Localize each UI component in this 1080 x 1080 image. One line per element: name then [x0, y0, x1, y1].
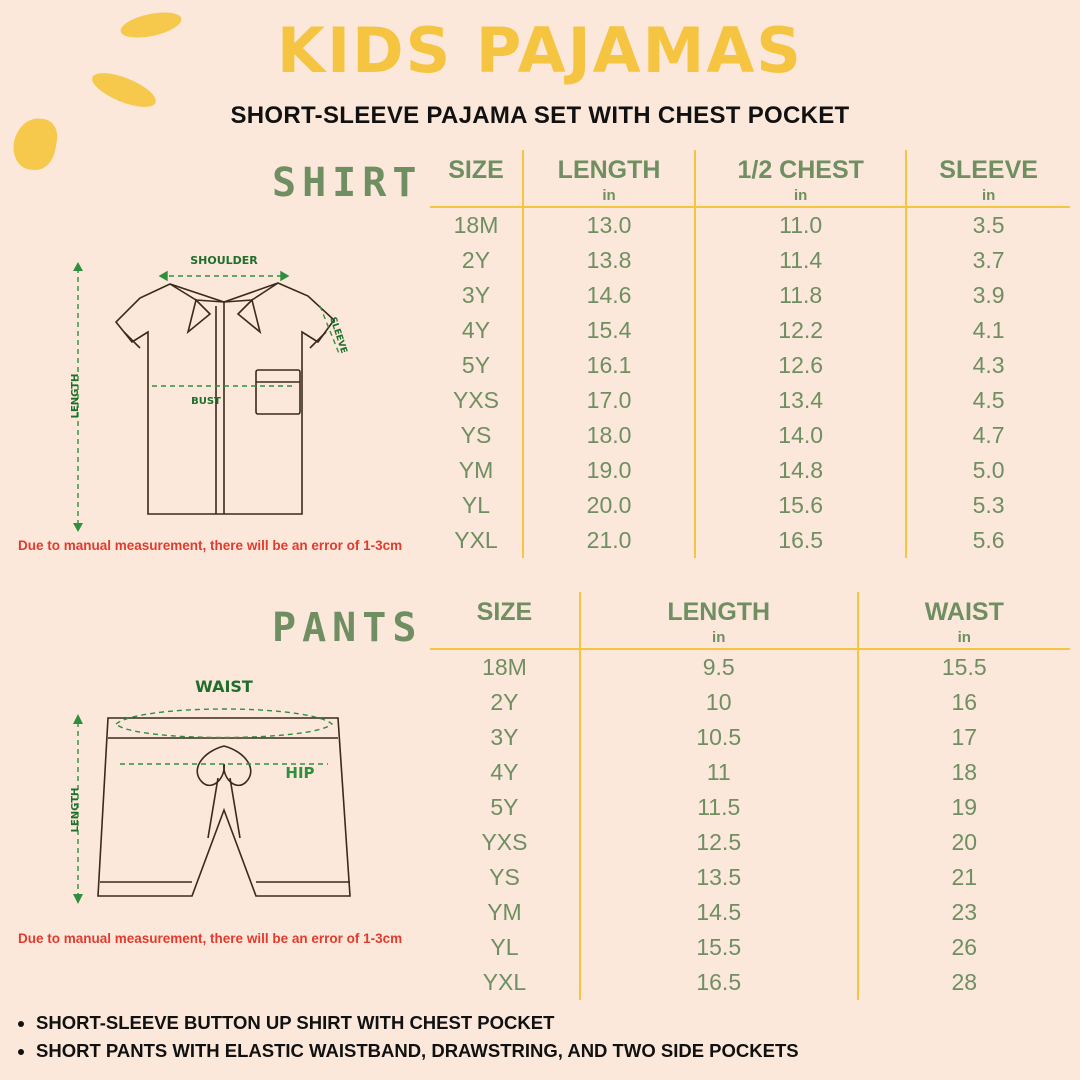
cell-waist: 28 — [858, 965, 1070, 1000]
shirt-diagram — [20, 236, 420, 546]
column-header-unit: in — [712, 629, 726, 646]
cell-size: YXL — [482, 969, 527, 995]
svg-text:SHOULDER: SHOULDER — [190, 254, 258, 267]
cell-size: 18M — [453, 212, 499, 238]
pants-table-body — [430, 650, 1070, 1000]
cell-size: 3Y — [490, 724, 519, 750]
cell-half-chest: 14.0 — [695, 418, 906, 453]
cell-length: 11.5 — [580, 790, 858, 825]
cell-size: YS — [460, 422, 492, 448]
table-header-row — [430, 592, 1070, 648]
column-header-waist — [858, 592, 1070, 648]
cell-waist: 21 — [858, 860, 1070, 895]
cell-length: 21.0 — [523, 523, 695, 558]
cell-half-chest: 11.8 — [695, 278, 906, 313]
list-item: • SHORT-SLEEVE BUTTON UP SHIRT WITH CHEST POCKET — [36, 1012, 1080, 1034]
column-header-label: WAIST — [924, 598, 1004, 626]
cell-half-chest: 11.0 — [695, 208, 906, 243]
cell-length: 17.0 — [523, 383, 695, 418]
cell-waist: 19 — [858, 790, 1070, 825]
cell-length: 15.4 — [523, 313, 695, 348]
cell-half-chest: 16.5 — [695, 523, 906, 558]
cell-waist: 18 — [858, 755, 1070, 790]
table-row — [430, 650, 1070, 685]
cell-length: 11 — [580, 755, 858, 790]
cell-size: 2Y — [461, 247, 491, 273]
cell-sleeve: 4.3 — [906, 348, 1070, 383]
table-row — [430, 243, 1070, 278]
column-header-label: 1/2 CHEST — [737, 156, 864, 184]
cell-size: 5Y — [461, 352, 491, 378]
shirt-measurement-note: Due to manual measurement, there will be an error of 1-3cm — [18, 538, 403, 553]
table-row — [430, 348, 1070, 383]
page-subtitle: SHORT-SLEEVE PAJAMA SET WITH CHEST POCKET — [230, 102, 850, 129]
column-header-unit: in — [602, 187, 616, 204]
cell-size: 5Y — [490, 794, 519, 820]
column-header-unit: in — [794, 187, 808, 204]
cell-length: 18.0 — [523, 418, 695, 453]
pants-diagram — [20, 660, 420, 950]
cell-size: 4Y — [490, 759, 519, 785]
cell-sleeve: 4.7 — [906, 418, 1070, 453]
column-header-size — [430, 150, 523, 206]
pants-size-table — [430, 592, 1070, 1000]
table-row — [430, 930, 1070, 965]
cell-length: 13.5 — [580, 860, 858, 895]
cell-waist: 20 — [858, 825, 1070, 860]
column-header-label: SLEEVE — [939, 156, 1038, 184]
cell-length: 16.1 — [523, 348, 695, 383]
cell-length: 10.5 — [580, 720, 858, 755]
shirt-size-table — [430, 150, 1070, 558]
section-label-shirt: SHIRT — [272, 160, 423, 206]
cell-length: 16.5 — [580, 965, 858, 1000]
table-row — [430, 825, 1070, 860]
cell-size: YL — [490, 934, 519, 960]
cell-size: YS — [489, 864, 520, 890]
table-row — [430, 965, 1070, 1000]
svg-text:HIP: HIP — [285, 764, 315, 782]
table-row — [430, 860, 1070, 895]
cell-sleeve: 5.3 — [906, 488, 1070, 523]
column-header-label: LENGTH — [667, 598, 771, 626]
cell-size: YL — [461, 492, 491, 518]
cell-sleeve: 3.5 — [906, 208, 1070, 243]
table-row — [430, 790, 1070, 825]
cell-size: 3Y — [461, 282, 491, 308]
cell-size: 4Y — [461, 317, 491, 343]
cell-half-chest: 13.4 — [695, 383, 906, 418]
column-header-length — [580, 592, 858, 648]
svg-text:BUST: BUST — [191, 396, 221, 407]
column-header-unit: in — [957, 629, 971, 646]
column-header-label: SIZE — [448, 156, 504, 184]
column-header-label: SIZE — [476, 598, 533, 626]
cell-waist: 17 — [858, 720, 1070, 755]
table-row — [430, 895, 1070, 930]
feature-bullet-list — [14, 1012, 1080, 1068]
table-row — [430, 453, 1070, 488]
cell-size: YM — [458, 457, 494, 483]
table-row — [430, 383, 1070, 418]
cell-length: 14.6 — [523, 278, 695, 313]
cell-half-chest: 11.4 — [695, 243, 906, 278]
column-header-length — [523, 150, 695, 206]
shirt-table-body — [430, 208, 1070, 558]
cell-size: 2Y — [490, 689, 519, 715]
cell-length: 14.5 — [580, 895, 858, 930]
cell-length: 20.0 — [523, 488, 695, 523]
svg-text:SLEEVE: SLEEVE — [327, 315, 349, 355]
cell-length: 15.5 — [580, 930, 858, 965]
column-header-unit: in — [981, 187, 996, 204]
cell-half-chest: 12.2 — [695, 313, 906, 348]
column-header-label: LENGTH — [557, 156, 661, 184]
cell-length: 19.0 — [523, 453, 695, 488]
cell-size: YXL — [454, 527, 498, 553]
column-header-sleeve — [906, 150, 1070, 206]
cell-half-chest: 12.6 — [695, 348, 906, 383]
pants-measurement-note: Due to manual measurement, there will be an error of 1-3cm — [18, 931, 403, 946]
cell-waist: 16 — [858, 685, 1070, 720]
cell-sleeve: 5.6 — [906, 523, 1070, 558]
list-item: • SHORT PANTS WITH ELASTIC WAISTBAND, DRAWSTRING, AND TWO SIDE POCKETS — [36, 1040, 1080, 1062]
column-header-size — [430, 592, 580, 648]
table-row — [430, 278, 1070, 313]
svg-text:WAIST: WAIST — [195, 677, 253, 696]
cell-length: 13.0 — [523, 208, 695, 243]
table-row — [430, 208, 1070, 243]
cell-length: 10 — [580, 685, 858, 720]
cell-sleeve: 4.1 — [906, 313, 1070, 348]
table-row — [430, 720, 1070, 755]
cell-size: YXS — [481, 829, 528, 855]
table-row — [430, 685, 1070, 720]
cell-half-chest: 14.8 — [695, 453, 906, 488]
cell-length: 9.5 — [580, 650, 858, 685]
cell-sleeve: 3.9 — [906, 278, 1070, 313]
page-title: KIDS PAJAMAS — [277, 14, 803, 87]
cell-size: 18M — [482, 654, 527, 680]
cell-size: YM — [487, 899, 522, 925]
table-header-row — [430, 150, 1070, 206]
table-row — [430, 523, 1070, 558]
cell-sleeve: 3.7 — [906, 243, 1070, 278]
cell-length: 13.8 — [523, 243, 695, 278]
table-row — [430, 488, 1070, 523]
cell-half-chest: 15.6 — [695, 488, 906, 523]
column-header-half-chest — [695, 150, 906, 206]
table-row — [430, 418, 1070, 453]
table-row — [430, 755, 1070, 790]
cell-length: 12.5 — [580, 825, 858, 860]
cell-waist: 23 — [858, 895, 1070, 930]
cell-sleeve: 4.5 — [906, 383, 1070, 418]
cell-waist: 15.5 — [858, 650, 1070, 685]
svg-text:LENGTH: LENGTH — [70, 787, 81, 833]
cell-size: YXS — [452, 387, 499, 413]
cell-waist: 26 — [858, 930, 1070, 965]
table-row — [430, 313, 1070, 348]
section-label-pants: PANTS — [272, 605, 423, 651]
svg-text:LENGTH: LENGTH — [70, 373, 81, 419]
cell-sleeve: 5.0 — [906, 453, 1070, 488]
